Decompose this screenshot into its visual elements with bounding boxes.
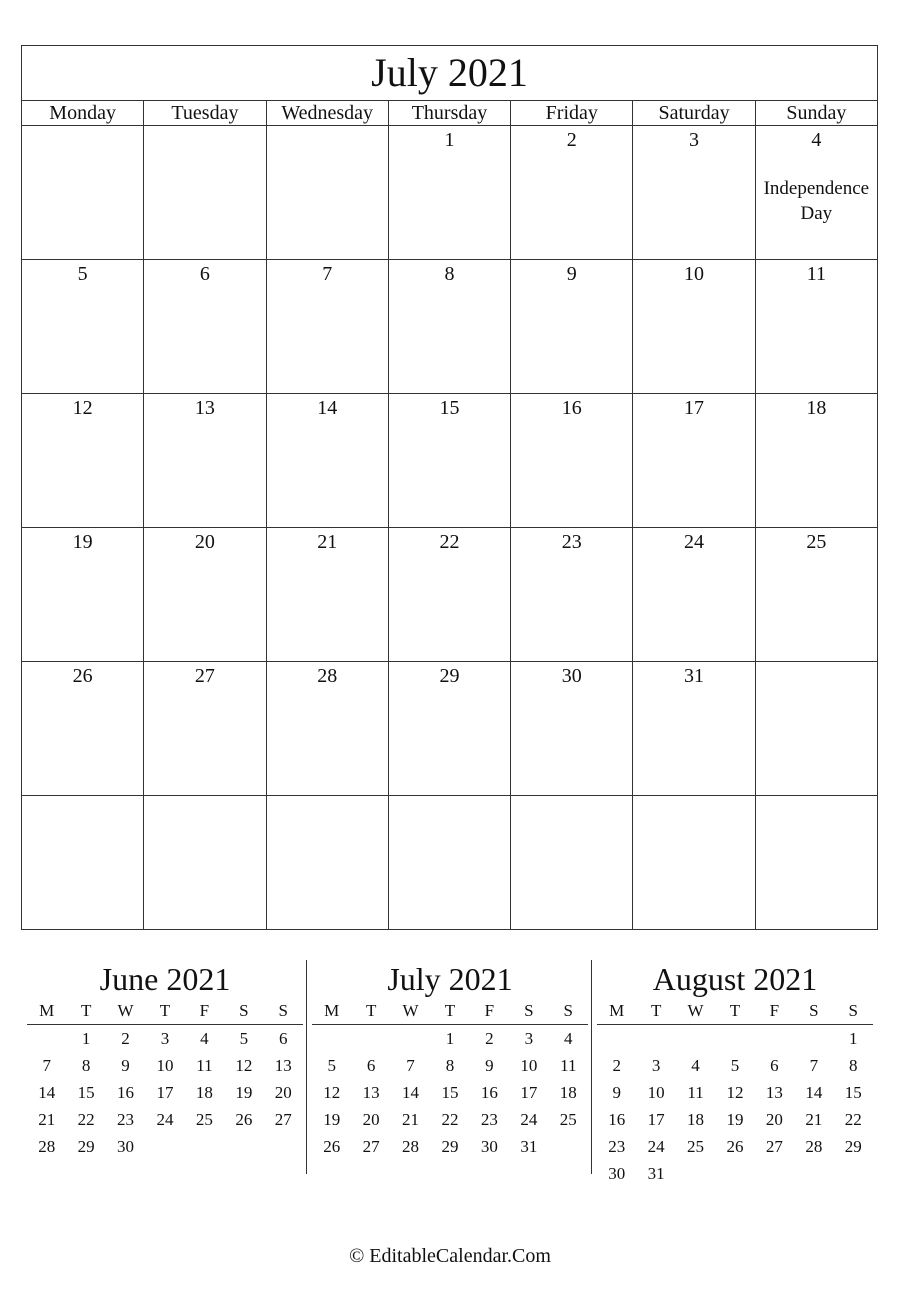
mini-day: 8 — [445, 1056, 455, 1075]
mini-day: 9 — [121, 1056, 130, 1075]
mini-weekday-label: T — [351, 998, 390, 1025]
mini-day: 4 — [200, 1029, 209, 1048]
day-number: 18 — [806, 397, 827, 419]
day-cell[interactable] — [22, 662, 144, 796]
mini-day: 16 — [480, 1083, 498, 1102]
weekday-label: Thursday — [388, 101, 510, 126]
mini-day: 2 — [485, 1029, 494, 1048]
day-number: 16 — [561, 397, 582, 419]
mini-day: 29 — [844, 1137, 862, 1156]
day-cell[interactable] — [144, 394, 266, 528]
mini-day: 9 — [485, 1056, 494, 1075]
mini-day: 15 — [441, 1083, 459, 1102]
mini-day: 18 — [195, 1083, 213, 1102]
mini-week-row — [27, 1079, 303, 1106]
mini-calendar-june — [27, 960, 303, 1160]
day-number: 27 — [194, 665, 215, 687]
mini-day: 9 — [612, 1083, 621, 1102]
mini-day — [351, 1025, 390, 1053]
mini-day: 29 — [77, 1137, 95, 1156]
day-number: 3 — [689, 129, 700, 151]
day-number: 23 — [561, 531, 582, 553]
mini-day: 22 — [844, 1110, 862, 1129]
mini-day: 19 — [323, 1110, 341, 1129]
day-cell[interactable] — [144, 260, 266, 394]
mini-day: 12 — [235, 1056, 253, 1075]
mini-day — [391, 1025, 430, 1053]
mini-day: 15 — [77, 1083, 95, 1102]
weekday-label: Wednesday — [266, 101, 388, 126]
mini-week-row — [312, 1079, 588, 1106]
mini-day: 13 — [274, 1056, 292, 1075]
mini-day — [185, 1133, 224, 1160]
mini-day: 10 — [647, 1083, 665, 1102]
mini-weekday-label: F — [755, 998, 794, 1025]
mini-weekday-label: T — [145, 998, 184, 1025]
mini-day: 3 — [524, 1029, 534, 1048]
day-cell[interactable] — [511, 260, 633, 394]
mini-calendar-title: June 2021 — [99, 961, 231, 997]
copyright-footer: © EditableCalendar.Com — [349, 1245, 551, 1267]
column-divider — [306, 960, 307, 1174]
day-number: 1 — [444, 129, 455, 151]
mini-week-row — [27, 1133, 303, 1160]
mini-day: 14 — [402, 1083, 420, 1102]
mini-day — [549, 1133, 588, 1160]
day-cell[interactable] — [144, 528, 266, 662]
mini-calendar-grid — [597, 998, 873, 1187]
day-cell[interactable] — [755, 126, 877, 260]
mini-day: 8 — [849, 1056, 858, 1075]
week-row — [22, 796, 878, 930]
mini-day: 14 — [38, 1083, 56, 1102]
day-cell[interactable] — [22, 260, 144, 394]
mini-day: 17 — [647, 1110, 665, 1129]
mini-day: 11 — [560, 1056, 577, 1075]
day-cell[interactable] — [144, 796, 266, 930]
mini-day: 30 — [117, 1137, 135, 1156]
mini-weekday-label: W — [106, 998, 145, 1025]
day-cell[interactable] — [633, 662, 755, 796]
day-number: 19 — [72, 531, 93, 553]
mini-week-row — [597, 1079, 873, 1106]
mini-weekday-label: M — [597, 998, 636, 1025]
day-cell[interactable] — [266, 260, 388, 394]
mini-day: 27 — [274, 1110, 292, 1129]
mini-day: 19 — [726, 1110, 744, 1129]
day-number: 4 — [811, 129, 822, 151]
day-cell[interactable] — [633, 126, 755, 260]
day-number: 8 — [444, 263, 455, 285]
mini-week-row — [597, 1160, 873, 1187]
day-cell[interactable] — [144, 662, 266, 796]
column-divider — [591, 960, 592, 1174]
mini-day: 8 — [81, 1056, 91, 1075]
mini-weekday-label: M — [312, 998, 351, 1025]
mini-day: 6 — [366, 1056, 376, 1075]
day-cell[interactable] — [511, 528, 633, 662]
mini-weekday-label: T — [430, 998, 469, 1025]
mini-day: 28 — [805, 1137, 823, 1156]
mini-weekday-label: S — [264, 998, 303, 1025]
day-cell[interactable] — [633, 528, 755, 662]
mini-weekday-label: S — [834, 998, 873, 1025]
week-row — [22, 662, 878, 796]
mini-week-row — [27, 1106, 303, 1133]
mini-day: 26 — [235, 1110, 253, 1129]
mini-day: 1 — [81, 1029, 91, 1048]
mini-weekday-label: T — [715, 998, 754, 1025]
day-cell[interactable] — [22, 528, 144, 662]
mini-weekday-row — [597, 998, 873, 1025]
mini-day: 2 — [612, 1056, 621, 1075]
mini-day: 5 — [730, 1056, 740, 1075]
mini-day: 22 — [77, 1110, 95, 1129]
mini-day: 5 — [239, 1029, 249, 1048]
mini-day: 3 — [651, 1056, 661, 1075]
mini-day: 10 — [156, 1056, 174, 1075]
day-cell[interactable] — [266, 528, 388, 662]
day-number: 30 — [561, 665, 582, 687]
day-cell[interactable] — [266, 662, 388, 796]
weekday-header-row — [22, 101, 878, 126]
mini-weekday-label: S — [794, 998, 833, 1025]
mini-weekday-label: S — [509, 998, 548, 1025]
mini-weekday-label: F — [470, 998, 509, 1025]
day-number: 15 — [439, 397, 460, 419]
mini-day: 16 — [608, 1110, 626, 1129]
mini-day: 26 — [323, 1137, 341, 1156]
mini-day: 26 — [726, 1137, 744, 1156]
day-number: 22 — [439, 531, 460, 553]
mini-day: 30 — [608, 1164, 626, 1183]
mini-day: 28 — [38, 1137, 56, 1156]
day-number: 29 — [439, 665, 460, 687]
mini-day — [715, 1025, 754, 1053]
mini-day: 24 — [520, 1110, 538, 1129]
mini-day: 23 — [117, 1110, 135, 1129]
day-cell[interactable] — [144, 126, 266, 260]
mini-week-row — [312, 1133, 588, 1160]
day-number: 6 — [199, 263, 210, 285]
mini-day: 30 — [480, 1137, 498, 1156]
day-number: 9 — [566, 263, 577, 285]
mini-day: 11 — [687, 1083, 704, 1102]
day-cell[interactable] — [388, 662, 510, 796]
mini-calendar-title: July 2021 — [387, 961, 513, 997]
day-cell[interactable] — [755, 662, 877, 796]
day-number: 13 — [194, 397, 215, 419]
day-number: 5 — [77, 263, 88, 285]
day-cell[interactable] — [511, 126, 633, 260]
mini-calendar-title: August 2021 — [652, 961, 818, 997]
mini-week-row — [27, 1025, 303, 1053]
mini-day — [27, 1025, 66, 1053]
mini-calendar-grid — [27, 998, 303, 1160]
mini-calendar-grid — [312, 998, 588, 1160]
day-cell[interactable] — [266, 796, 388, 930]
day-number: 28 — [317, 665, 338, 687]
week-row — [22, 528, 878, 662]
mini-day: 15 — [844, 1083, 862, 1102]
mini-day: 1 — [849, 1029, 858, 1048]
mini-day: 24 — [156, 1110, 174, 1129]
mini-week-row — [312, 1106, 588, 1133]
mini-day: 29 — [441, 1137, 459, 1156]
mini-day: 21 — [402, 1110, 420, 1129]
mini-week-row — [597, 1133, 873, 1160]
mini-day: 21 — [805, 1110, 823, 1129]
mini-day: 12 — [726, 1083, 744, 1102]
mini-week-row — [312, 1052, 588, 1079]
mini-day: 27 — [362, 1137, 380, 1156]
mini-day — [636, 1025, 675, 1053]
mini-day: 10 — [520, 1056, 538, 1075]
mini-day — [676, 1025, 715, 1053]
day-number: 12 — [72, 397, 93, 419]
day-cell[interactable] — [633, 394, 755, 528]
day-cell[interactable] — [388, 260, 510, 394]
mini-day: 20 — [274, 1083, 292, 1102]
day-cell[interactable] — [511, 662, 633, 796]
month-calendar — [21, 45, 878, 930]
mini-day — [145, 1133, 184, 1160]
mini-day: 6 — [770, 1056, 779, 1075]
mini-weekday-label: S — [224, 998, 263, 1025]
day-cell[interactable] — [388, 126, 510, 260]
weekday-label: Sunday — [755, 101, 877, 126]
mini-calendar-july — [312, 960, 588, 1160]
mini-day: 4 — [691, 1056, 700, 1075]
mini-day: 7 — [809, 1056, 819, 1075]
mini-week-row — [597, 1025, 873, 1053]
day-cell[interactable] — [755, 796, 877, 930]
day-number: 14 — [317, 397, 338, 419]
mini-weekday-label: T — [636, 998, 675, 1025]
day-cell[interactable] — [511, 394, 633, 528]
day-number: 21 — [317, 531, 338, 553]
mini-day — [224, 1133, 263, 1160]
mini-weekday-label: T — [66, 998, 105, 1025]
mini-weekday-label: M — [27, 998, 66, 1025]
mini-day: 19 — [235, 1083, 253, 1102]
day-cell[interactable] — [633, 796, 755, 930]
mini-day: 17 — [520, 1083, 538, 1102]
mini-weekday-label: F — [185, 998, 224, 1025]
mini-day: 25 — [559, 1110, 577, 1129]
mini-day — [834, 1160, 873, 1187]
mini-day: 11 — [196, 1056, 213, 1075]
mini-day: 5 — [327, 1056, 336, 1075]
day-cell[interactable] — [755, 528, 877, 662]
mini-day — [264, 1133, 303, 1160]
day-cell[interactable] — [388, 796, 510, 930]
mini-day: 6 — [279, 1029, 288, 1048]
weekday-label: Friday — [511, 101, 633, 126]
mini-day — [755, 1160, 794, 1187]
day-number: 26 — [72, 665, 93, 687]
day-cell[interactable] — [388, 528, 510, 662]
day-number: 17 — [684, 397, 705, 419]
month-title: July 2021 — [22, 46, 878, 101]
mini-day: 22 — [441, 1110, 459, 1129]
day-cell[interactable] — [22, 796, 144, 930]
day-cell[interactable] — [755, 260, 877, 394]
mini-day: 14 — [805, 1083, 823, 1102]
mini-day: 23 — [608, 1137, 626, 1156]
mini-day: 20 — [765, 1110, 783, 1129]
day-number: 2 — [566, 129, 577, 151]
day-number: 20 — [194, 531, 215, 553]
mini-day: 13 — [765, 1083, 783, 1102]
mini-day: 16 — [117, 1083, 135, 1102]
mini-day — [794, 1160, 833, 1187]
day-number: 11 — [806, 263, 826, 285]
weekday-label: Monday — [22, 101, 144, 126]
mini-day: 3 — [160, 1029, 170, 1048]
day-cell[interactable] — [266, 126, 388, 260]
mini-week-row — [27, 1052, 303, 1079]
mini-day — [755, 1025, 794, 1053]
mini-day: 25 — [195, 1110, 213, 1129]
mini-day: 4 — [564, 1029, 573, 1048]
day-cell[interactable] — [511, 796, 633, 930]
mini-day — [312, 1025, 351, 1053]
mini-day — [676, 1160, 715, 1187]
mini-day: 31 — [647, 1164, 665, 1183]
day-cell[interactable] — [266, 394, 388, 528]
day-cell[interactable] — [633, 260, 755, 394]
mini-day — [715, 1160, 754, 1187]
day-number: 7 — [322, 263, 333, 285]
mini-weekday-label: W — [676, 998, 715, 1025]
mini-day: 20 — [362, 1110, 380, 1129]
week-row — [22, 394, 878, 528]
mini-day: 7 — [406, 1056, 415, 1075]
mini-day — [794, 1025, 833, 1053]
day-cell[interactable] — [22, 394, 144, 528]
mini-day: 25 — [687, 1137, 705, 1156]
mini-week-row — [597, 1052, 873, 1079]
mini-week-row — [312, 1025, 588, 1053]
day-cell[interactable] — [22, 126, 144, 260]
day-cell[interactable] — [388, 394, 510, 528]
mini-day: 12 — [323, 1083, 341, 1102]
day-number: 10 — [684, 263, 705, 285]
weekday-label: Saturday — [633, 101, 755, 126]
mini-day: 31 — [520, 1137, 538, 1156]
day-number: 31 — [684, 665, 705, 687]
holiday-label: Independence Day — [763, 178, 870, 224]
mini-day: 21 — [38, 1110, 56, 1129]
mini-day: 2 — [121, 1029, 130, 1048]
day-cell[interactable] — [755, 394, 877, 528]
mini-weekday-label: W — [391, 998, 430, 1025]
week-row — [22, 126, 878, 260]
day-number: 24 — [684, 531, 705, 553]
day-number: 25 — [806, 531, 827, 553]
weekday-label: Tuesday — [144, 101, 266, 126]
mini-day: 17 — [156, 1083, 174, 1102]
mini-day — [597, 1025, 636, 1053]
mini-weekday-row — [27, 998, 303, 1025]
week-row — [22, 260, 878, 394]
mini-day: 27 — [765, 1137, 783, 1156]
mini-calendar-august — [597, 960, 873, 1187]
mini-day: 1 — [445, 1029, 455, 1048]
mini-day: 28 — [402, 1137, 420, 1156]
mini-day: 18 — [687, 1110, 705, 1129]
mini-day: 13 — [362, 1083, 380, 1102]
mini-day: 7 — [42, 1056, 51, 1075]
mini-day: 23 — [480, 1110, 498, 1129]
mini-day: 18 — [559, 1083, 577, 1102]
mini-day: 24 — [647, 1137, 665, 1156]
mini-week-row — [597, 1106, 873, 1133]
mini-weekday-label: S — [549, 998, 588, 1025]
mini-weekday-row — [312, 998, 588, 1025]
